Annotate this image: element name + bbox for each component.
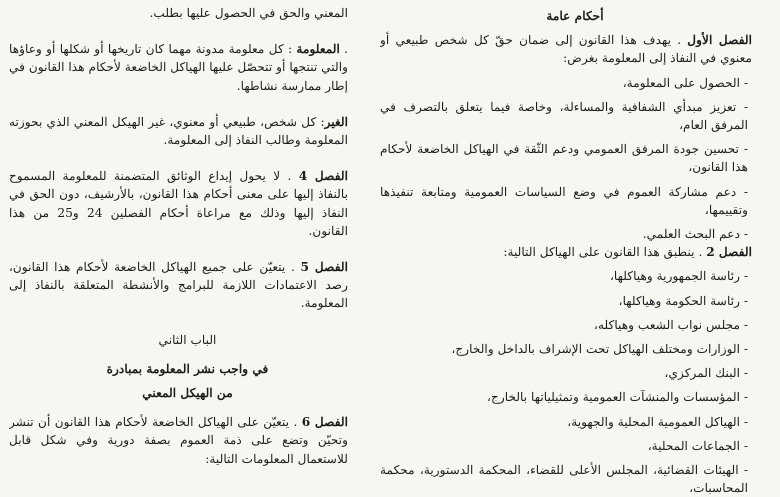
ch2-item: - مجلس نواب الشعب وهياكله، — [380, 316, 770, 334]
ch2-item: - الهياكل العمومية المحلية والجهوية، — [380, 413, 770, 431]
chapter-2-text: . ينطبق هذا القانون على الهياكل التالية: — [503, 245, 707, 260]
right-column — [380, 0, 770, 497]
ch2-item: - رئاسة الجمهورية وهياكلها، — [380, 267, 770, 285]
ch1-item: - دعم البحث العلمي. — [380, 225, 770, 243]
definition-third-party-label: الغير — [324, 114, 348, 129]
chapter-5-text: . يتعيّن على جميع الهياكل الخاضعة لأحكام هذا القانون، رصد الاعتمادات اللازمة للبرامج والأنشطة المتعلقة بالنفاذ إلى المعلومة. — [9, 260, 348, 311]
part-subtitle-2: من الهيكل المعني — [142, 386, 233, 401]
chapter-4 — [9, 167, 366, 240]
chapter-2 — [380, 243, 770, 261]
ch2-item: - الجماعات المحلية، — [380, 437, 770, 455]
ch2-item: - رئاسة الحكومة وهياكلها، — [380, 292, 770, 310]
chapter-6 — [9, 413, 366, 468]
chapter-1-text: . يهدف هذا القانون إلى ضمان حقّ كل شخص طبيعي أو معنوي في النفاذ إلى المعلومة بغرض: — [380, 33, 752, 66]
chapter-5-label: الفصل 5 — [300, 260, 348, 275]
definition-information-text: : كل معلومة مدونة مهما كان تاريخها أو شكلها أو وعاؤها والتي تنتجها أو تتحصّل عليها الهياكل الخاضعة لأحكام هذا القانون في إطار ممارسة نشاطها. — [9, 42, 348, 93]
ch2-item: - المؤسسات والمنشآت العمومية وتمثيلياتها بالخارج، — [380, 388, 770, 406]
ch1-item: - دعم مشاركة العموم في وضع السياسات العمومية ومتابعة تنفيذها وتقييمها، — [380, 183, 770, 219]
part-subtitle-1: في واجب نشر المعلومة بمبادرة — [106, 361, 269, 376]
ch1-item: - الحصول على المعلومة، — [380, 74, 770, 92]
definition-third-party-text: : كل شخص، طبيعي أو معنوي، غير الهيكل المعني الذي بحوزته المعلومة وطالب النفاذ إلى المعلومة. — [9, 114, 348, 148]
chapter-1-label: الفصل الأول — [687, 33, 752, 48]
definition-information: . المعلومة : كل معلومة مدونة مهما كان تاريخها أو شكلها أو وعاؤها والتي تنتجها أو تتحصّل عليها الهياكل الخاضعة لأحكام هذا القانون في إطار ممارسة نشاطها. — [9, 42, 348, 93]
ch2-item: - الهيئات القضائية، المجلس الأعلى للقضاء، المحكمة الدستورية، محكمة المحاسبات، — [380, 461, 770, 497]
chapter-6-text: . يتعيّن على الهياكل الخاضعة لأحكام هذا القانون أن تنشر وتحيّن وتضع على ذمة العموم بصفة دورية وفي شكل قابل للاستعمال المعلومات التالية: — [9, 415, 348, 466]
definition-third-party — [9, 113, 366, 149]
definition-information-label: المعلومة — [296, 42, 340, 57]
top-fragment: المعني والحق في الحصول عليها بطلب. — [149, 6, 348, 20]
left-column — [9, 0, 366, 468]
ch1-item: - تعزيز مبدأي الشفافية والمساءلة، وخاصة فيما يتعلق بالتصرف في المرفق العام، — [380, 98, 770, 134]
chapter-4-label: الفصل 4 — [298, 169, 349, 184]
chapter-5 — [9, 258, 366, 313]
chapter-6-label: الفصل 6 — [301, 415, 348, 430]
chapter-2-label: الفصل 2 — [706, 245, 752, 260]
part-title: الباب الثاني — [158, 332, 217, 347]
chapter-4-text: . لا يحول إيداع الوثائق المتضمنة للمعلومة المسموح بالنفاذ إليها على معنى أحكام هذا القانون، بالأرشيف، دون الحق في النفاذ إليها وذلك مع مراعاة أحكام الفصلين 24 و25 من هذا القانون. — [9, 169, 349, 238]
chapter-1 — [380, 31, 770, 67]
section-title: أحكام عامة — [546, 9, 604, 23]
ch2-item: - البنك المركزي، — [380, 364, 770, 382]
ch1-item: - تحسين جودة المرفق العمومي ودعم الثّقة في الهياكل الخاضعة لأحكام هذا القانون، — [380, 140, 770, 176]
ch2-item: - الوزارات ومختلف الهياكل تحت الإشراف بالداخل والخارج، — [380, 340, 770, 358]
